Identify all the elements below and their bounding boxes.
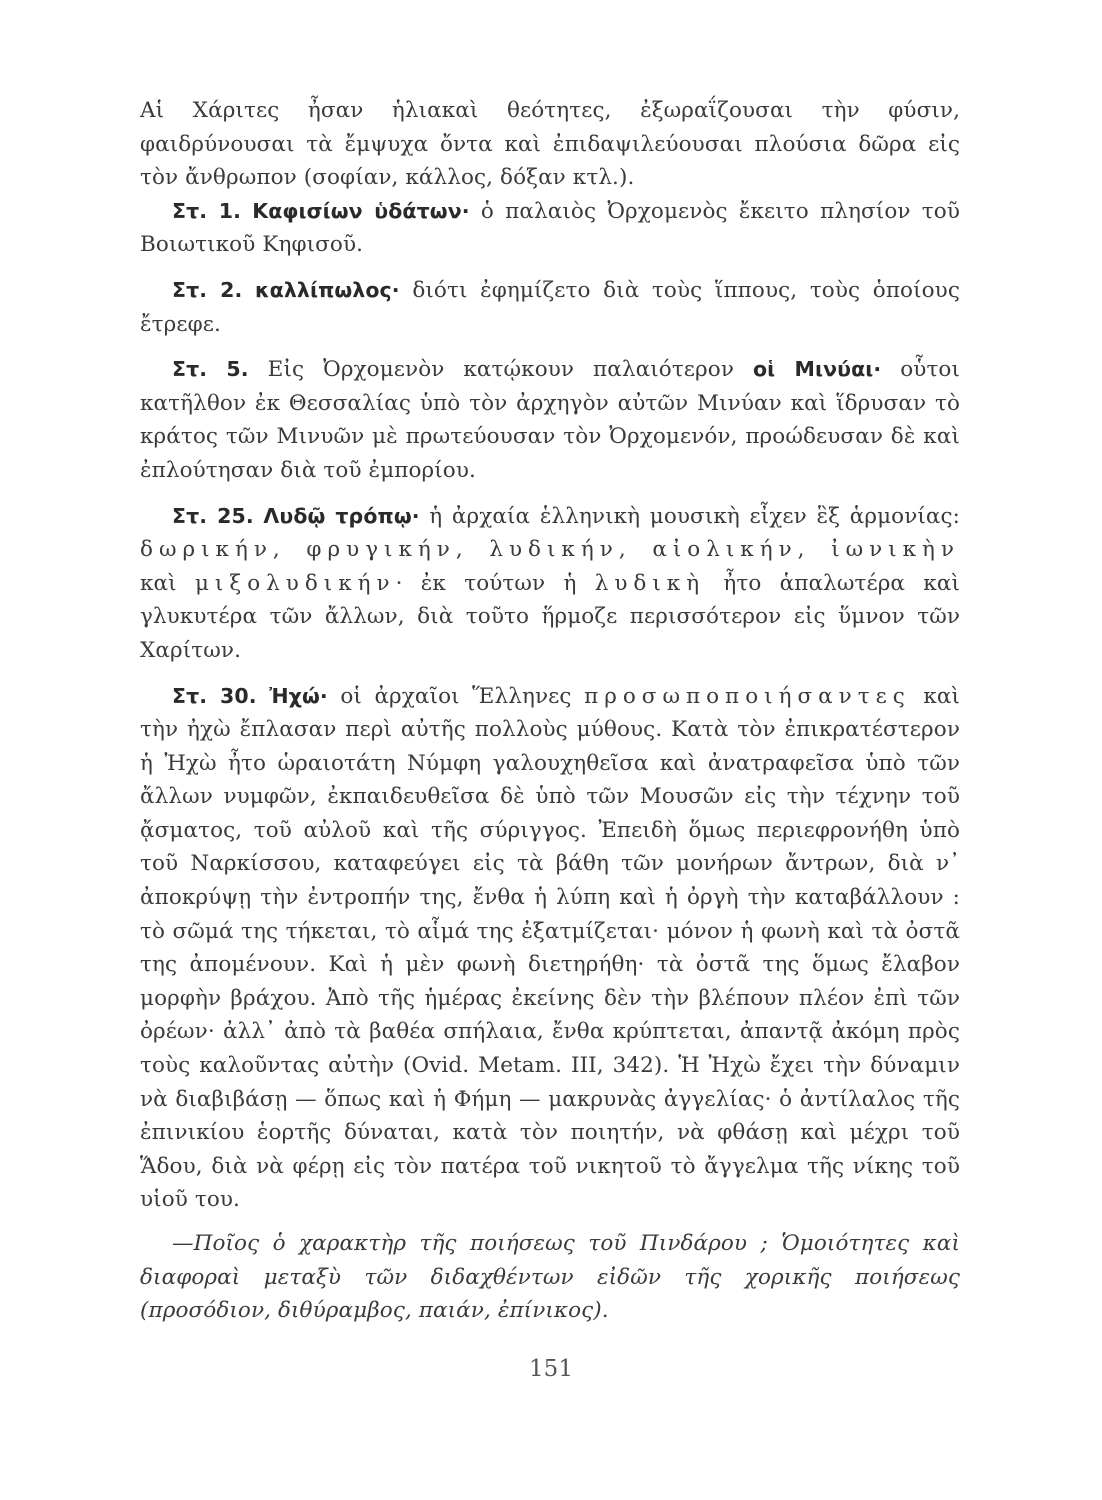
intro-paragraph: Αἱ Χάριτες ἦσαν ἡλιακαὶ θεότητες, ἐξωραΐζουσαι τὴν φύσιν, φαιδρύνουσαι τὰ ἔμψυχα ὄντα καὶ ἐπιδαψιλεύουσαι πλούσια δῶρα εἰς τὸν ἄνθρωπον (σοφίαν, κάλλος, δόξαν κτλ.). [140, 98, 960, 191]
page-number: 151 [529, 1356, 573, 1382]
note-text: ὁ παλαιὸς Ὀρχομενὸς ἔκειτο πλησίον τοῦ Βοιωτικοῦ Κηφισοῦ. [140, 198, 960, 258]
page-body [140, 94, 960, 1328]
note-text: καὶ [140, 570, 195, 596]
note-text: καὶ τὴν ἠχὼ ἔπλασαν περὶ αὐτῆς πολλοὺς μύθους. Κατὰ τὸν ἐπικρατέστερον ἡ Ἠχὼ ἦτο ὡραιοτάτη Νύμφη γαλουχηθεῖσα καὶ ἀνατραφεῖσα ὑπὸ τῶν ἄλλων νυμφῶν, ἐκπαιδευθεῖσα δὲ ὑπὸ τῶν Μουσῶν εἰς τὴν τέχνην τοῦ ᾄσματος, τοῦ αὐλοῦ καὶ τῆς σύριγγος. Ἐπειδὴ ὅμως περιεφρονήθη ὑπὸ τοῦ Ναρκίσσου, καταφεύγει εἰς τὰ βάθη τῶν μονήρων ἄντρων, διὰ ν᾽ ἀποκρύψῃ τὴν ἐντροπήν της, ἔνθα ἡ λύπη καὶ ἡ ὀργὴ τὴν καταβάλλουν : τὸ σῶμά της τήκεται, τὸ αἷμά της ἐξατμίζεται· μόνον ἡ φωνὴ καὶ τὰ ὀστᾶ της ἀπομένουν. Καὶ ἡ μὲν φωνὴ διετηρήθη· τὰ ὀστᾶ της ὅμως ἔλαβον μορφὴν βράχου. Ἀπὸ τῆς ἡμέρας ἐκείνης δὲν τὴν βλέπουν πλέον ἐπὶ τῶν ὀρέων· ἀλλ᾽ ἀπὸ τὰ βαθέα σπήλαια, ἔνθα κρύπτεται, ἀπαντᾷ ἀκόμη πρὸς τοὺς καλοῦντας αὐτὴν (Ovid. Metam. III, 342). Ἡ Ἠχὼ ἔχει τὴν δύναμιν νὰ διαβιβάσῃ — ὅπως καὶ ἡ Φήμη — μακρυνὰς ἀγγελίας· ὁ ἀντίλαλος τῆς ἐπινικίου ἑορτῆς δύναται, κατὰ τὸν ποιητήν, νὰ φθάσῃ καὶ μέχρι τοῦ Ἅδου, διὰ νὰ φέρῃ εἰς τὸν πατέρα τοῦ νικητοῦ τὸ ἄγγελμα τῆς νίκης τοῦ υἱοῦ του. [140, 683, 961, 1213]
note-label: Στ. 1. [172, 198, 241, 223]
note-term: Ἠχώ· [269, 683, 328, 708]
note-text: ἡ ἀρχαία ἑλληνικὴ μουσικὴ εἶχεν ἓξ ἁρμονίας: [419, 503, 961, 529]
note-text: διότι ἐφημίζετο διὰ τοὺς ἵππους, τοὺς ὁποίους ἔτρεφε. [140, 277, 960, 337]
note-text: Εἰς Ὀρχομενὸν κατῴκουν παλαιότερον [248, 357, 753, 383]
note-text: οἱ ἀρχαῖοι Ἕλληνες [327, 683, 585, 709]
note-line-2 [140, 274, 960, 341]
spaced-word: προσωποποιήσαντες [584, 683, 911, 709]
note-term: Καφισίων ὑδάτων· [252, 198, 470, 223]
note-line-30 [140, 680, 960, 1218]
note-label: Στ. 5. [172, 357, 249, 382]
mode-lydian: λυδικὴ [594, 570, 706, 596]
review-question: —Ποῖος ὁ χαρακτὴρ τῆς ποιήσεως τοῦ Πινδάρου ; Ὁμοιότητες καὶ διαφοραὶ μεταξὺ τῶν διδαχθέντων εἰδῶν τῆς χορικῆς ποιήσεως (προσόδιον, διθύραμβος, παιάν, ἐπίνικος). [140, 1231, 960, 1324]
note-line-25 [140, 500, 960, 668]
note-label: Στ. 30. [172, 683, 257, 708]
mode-mixolydian: μιξολυδικήν [194, 570, 396, 596]
note-text: · ἐκ τούτων ἡ [395, 570, 595, 596]
note-term: καλλίπωλος· [254, 277, 400, 302]
note-term: Λυδῷ τρόπῳ· [263, 503, 420, 528]
note-term: οἱ Μινύαι· [752, 357, 882, 382]
note-label: Στ. 2. [172, 277, 243, 302]
note-text: ἦτο ἁπαλωτέρα καὶ γλυκυτέρα τῶν ἄλλων, διὰ τοῦτο ἥρμοζε περισσότερον εἰς ὕμνον τῶν Χαρίτων. [140, 570, 960, 663]
note-line-1 [140, 195, 960, 262]
note-label: Στ. 25. [172, 503, 254, 528]
note-line-5 [140, 353, 960, 487]
modes-list: δωρικήν, φρυγικήν, λυδικήν, αἰολικήν, ἰωνικὴν [140, 537, 960, 563]
note-text: οὗτοι κατῆλθον ἐκ Θεσσαλίας ὑπὸ τὸν ἀρχηγὸν αὐτῶν Μινύαν καὶ ἵδρυσαν τὸ κράτος τῶν Μινυῶν μὲ πρωτεύουσαν τὸν Ὀρχομενόν, προώδευσαν δὲ καὶ ἐπλούτησαν διὰ τοῦ ἐμπορίου. [140, 357, 961, 483]
